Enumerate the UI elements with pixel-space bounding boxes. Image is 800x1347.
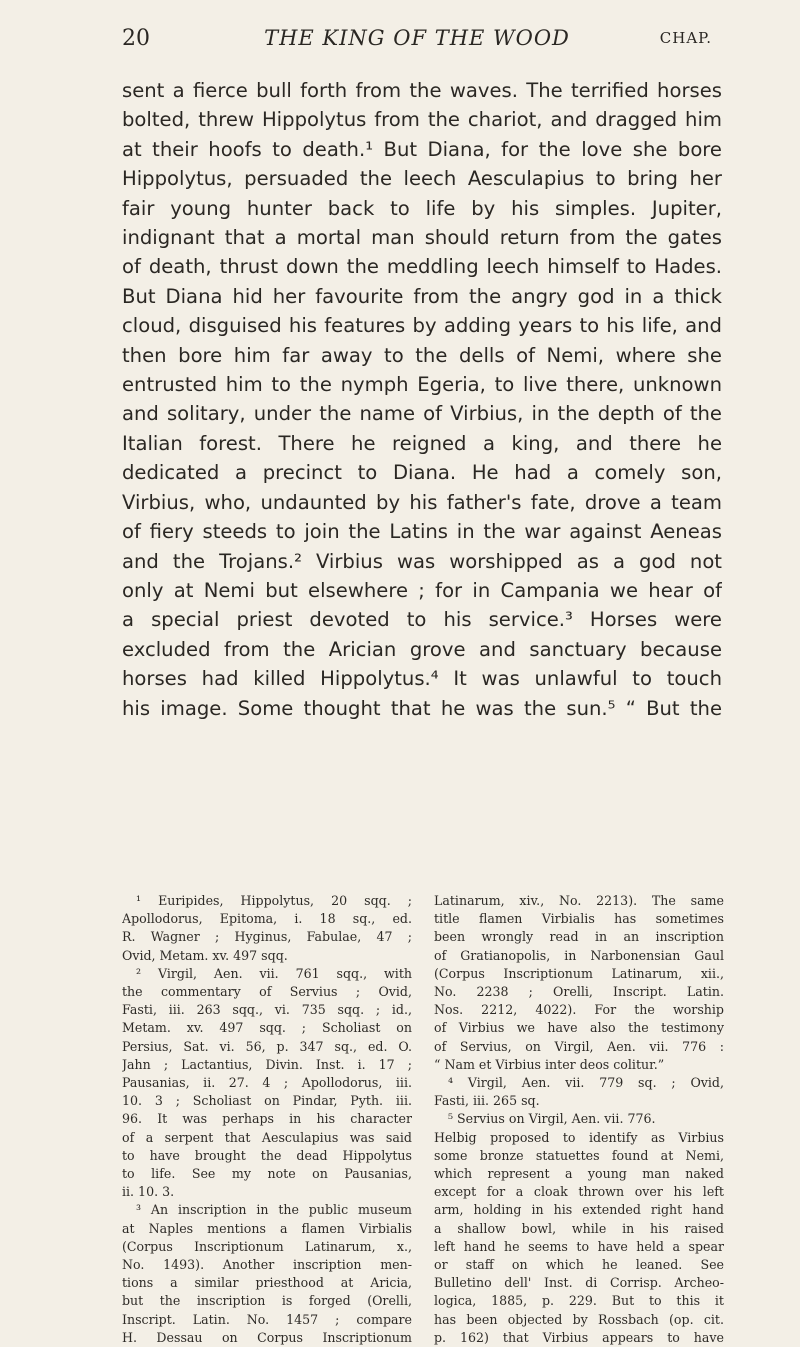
footnote-line: some bronze statuettes found at Nemi, bbox=[434, 1147, 724, 1163]
footnote-line: Jahn ; Lactantius, Divin. Inst. i. 17 ; bbox=[122, 1056, 412, 1072]
footnote-line: tions a similar priesthood at Aricia, bbox=[122, 1275, 412, 1291]
text-line: a special priest devoted to his service.³ Horses were bbox=[122, 608, 722, 632]
text-line: But Diana hid her favourite from the angry god in a thick bbox=[122, 284, 722, 308]
text-line: dedicated a precinct to Diana. He had a comely son, bbox=[122, 461, 722, 485]
text-line: and solitary, under the name of Virbius, in the depth of the bbox=[122, 402, 722, 426]
page-number: 20 bbox=[122, 25, 150, 51]
footnotes-right-column bbox=[434, 892, 724, 1347]
footnote-line: or staff on which he leaned. See bbox=[434, 1257, 724, 1273]
footnote-line: p. 162) that Virbius appears to have bbox=[434, 1329, 724, 1345]
footnote-line: Fasti, iii. 265 sq. bbox=[434, 1093, 540, 1109]
footnote-line: Inscript. Latin. No. 1457 ; compare bbox=[122, 1311, 412, 1327]
footnote-line: (Corpus Inscriptionum Latinarum, xii., bbox=[434, 965, 724, 981]
footnote-line: except for a cloak thrown over his left bbox=[434, 1184, 724, 1200]
footnote-line: 96. It was perhaps in his character bbox=[122, 1111, 412, 1127]
footnote-line: Pausanias, ii. 27. 4 ; Apollodorus, iii. bbox=[122, 1075, 412, 1091]
footnote-line: which represent a young man naked bbox=[434, 1166, 724, 1182]
footnote-line: Fasti, iii. 263 sqq., vi. 735 sqq. ; id., bbox=[122, 1002, 412, 1018]
footnote-line: (Corpus Inscriptionum Latinarum, x., bbox=[122, 1238, 412, 1254]
footnote-line: left hand he seems to have held a spear bbox=[434, 1238, 724, 1254]
footnote-line: ii. 10. 3. bbox=[122, 1184, 175, 1200]
footnote-line: of Virbius we have also the testimony bbox=[434, 1020, 724, 1036]
footnote-line: been wrongly read in an inscription bbox=[434, 929, 724, 945]
footnote-line: No. 1493). Another inscription men- bbox=[122, 1257, 412, 1273]
page-header bbox=[122, 18, 712, 58]
footnote-line: but the inscription is forged (Orelli, bbox=[122, 1293, 412, 1309]
text-line: of fiery steeds to join the Latins in the war against Aeneas bbox=[122, 520, 722, 544]
footnote-line: ⁴ Virgil, Aen. vii. 779 sq. ; Ovid, bbox=[448, 1075, 724, 1091]
text-line: cloud, disguised his features by adding years to his life, and bbox=[122, 314, 722, 338]
text-line: entrusted him to the nymph Egeria, to live there, unknown bbox=[122, 373, 722, 397]
footnote-line: at Naples mentions a flamen Virbialis bbox=[122, 1220, 412, 1236]
footnote-line: logica, 1885, p. 229. But to this it bbox=[434, 1293, 724, 1309]
text-line: Virbius, who, undaunted by his father's fate, drove a team bbox=[122, 490, 722, 514]
text-line: horses had killed Hippolytus.⁴ It was unlawful to touch bbox=[122, 667, 722, 691]
footnote-line: title flamen Virbialis has sometimes bbox=[434, 911, 724, 927]
footnote-line: ² Virgil, Aen. vii. 761 sqq., with bbox=[136, 965, 412, 981]
footnote-line: ⁵ Servius on Virgil, Aen. vii. 776. bbox=[448, 1111, 656, 1127]
footnote-line: Metam. xv. 497 sqq. ; Scholiast on bbox=[122, 1020, 412, 1036]
footnotes-left-column bbox=[122, 892, 412, 1347]
text-line: bolted, threw Hippolytus from the chariot, and dragged him bbox=[122, 108, 722, 132]
main-text bbox=[122, 76, 722, 723]
text-line: sent a fierce bull forth from the waves. The terrified horses bbox=[122, 79, 722, 102]
footnote-line: a shallow bowl, while in his raised bbox=[434, 1220, 724, 1236]
footnote-line: Persius, Sat. vi. 56, p. 347 sq., ed. O. bbox=[122, 1038, 412, 1054]
footnote-line: H. Dessau on Corpus Inscriptionum bbox=[122, 1329, 412, 1345]
footnote-line: No. 2238 ; Orelli, Inscript. Latin. bbox=[434, 984, 724, 1000]
text-line: and the Trojans.² Virbius was worshipped as a god not bbox=[122, 549, 722, 573]
footnote-line: “ Nam et Virbius inter deos colitur.” bbox=[434, 1056, 665, 1072]
footnote-line: of Gratianopolis, in Narbonensian Gaul bbox=[434, 947, 724, 963]
footnote-line: Ovid, Metam. xv. 497 sqq. bbox=[122, 947, 288, 963]
footnote-line: 10. 3 ; Scholiast on Pindar, Pyth. iii. bbox=[122, 1093, 412, 1109]
text-line: then bore him far away to the dells of Nemi, where she bbox=[122, 343, 722, 367]
footnote-line: Helbig proposed to identify as Virbius bbox=[434, 1129, 724, 1145]
running-title: THE KING OF THE WOOD bbox=[264, 26, 570, 50]
text-line: fair young hunter back to life by his simples. Jupiter, bbox=[122, 196, 722, 220]
text-line: excluded from the Arician grove and sanctuary because bbox=[122, 637, 722, 661]
footnote-line: R. Wagner ; Hyginus, Fabulae, 47 ; bbox=[122, 929, 412, 945]
footnote-line: Latinarum, xiv., No. 2213). The same bbox=[434, 893, 724, 908]
footnote-line: ³ An inscription in the public museum bbox=[136, 1202, 412, 1218]
footnote-line: to life. See my note on Pausanias, bbox=[122, 1166, 412, 1182]
footnote-line: has been objected by Rossbach (op. cit. bbox=[434, 1311, 724, 1327]
footnote-line: arm, holding in his extended right hand bbox=[434, 1202, 724, 1218]
text-line: Hippolytus, persuaded the leech Aesculapius to bring her bbox=[122, 167, 722, 191]
text-line: his image. Some thought that he was the sun.⁵ “ But the bbox=[122, 696, 722, 720]
text-line: at their hoofs to death.¹ But Diana, for the love she bore bbox=[122, 137, 722, 161]
footnote-line: to have brought the dead Hippolytus bbox=[122, 1147, 412, 1163]
text-line: of death, thrust down the meddling leech himself to Hades. bbox=[122, 255, 722, 279]
chapter-label: CHAP. bbox=[659, 29, 712, 47]
text-line: Italian forest. There he reigned a king, and there he bbox=[122, 431, 722, 455]
footnote-line: of Servius, on Virgil, Aen. vii. 776 : bbox=[434, 1038, 724, 1054]
text-line: indignant that a mortal man should return from the gates bbox=[122, 226, 722, 250]
footnote-line: of a serpent that Aesculapius was said bbox=[122, 1129, 412, 1145]
footnote-line: Nos. 2212, 4022). For the worship bbox=[434, 1002, 724, 1018]
footnote-line: ¹ Euripides, Hippolytus, 20 sqq. ; bbox=[136, 893, 412, 908]
text-line: only at Nemi but elsewhere ; for in Campania we hear of bbox=[122, 578, 722, 602]
footnote-line: Apollodorus, Epitoma, i. 18 sq., ed. bbox=[122, 911, 412, 927]
footnote-line: the commentary of Servius ; Ovid, bbox=[122, 984, 412, 1000]
footnote-line: Bulletino dell' Inst. di Corrisp. Archeo- bbox=[434, 1275, 724, 1291]
